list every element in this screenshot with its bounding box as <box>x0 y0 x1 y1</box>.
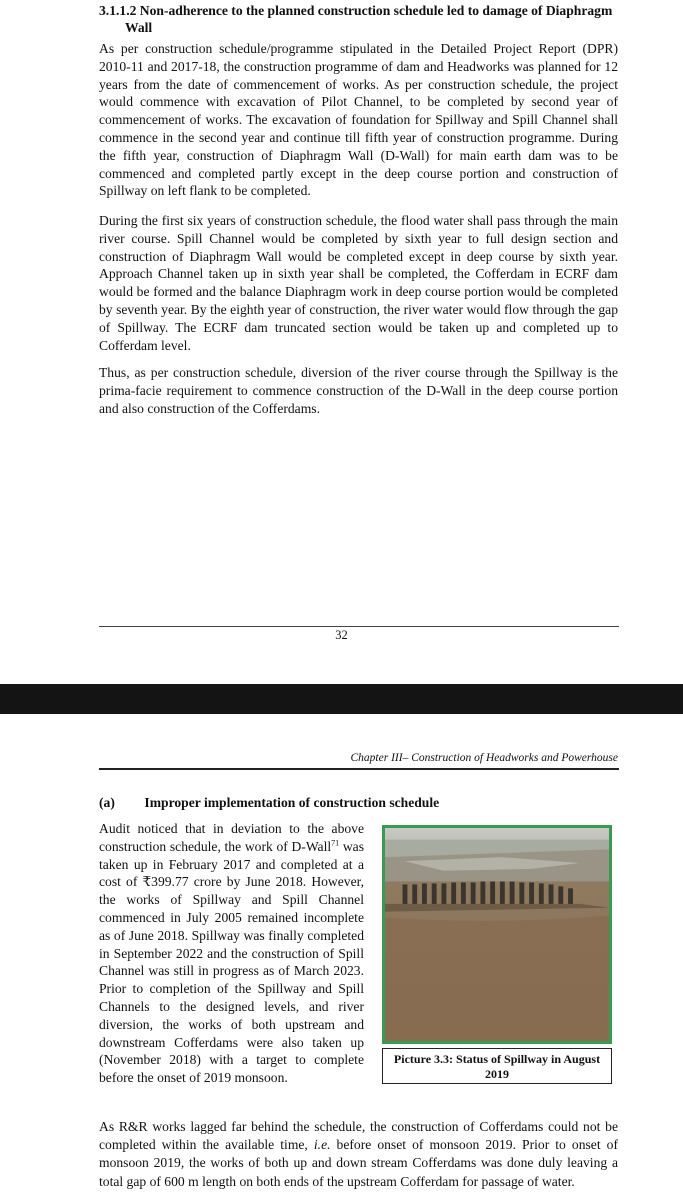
final-paragraph <box>99 1118 618 1191</box>
page-separator <box>0 684 683 714</box>
footnote-ref: 71 <box>331 838 340 848</box>
final-text-ie: i.e. <box>313 1137 331 1153</box>
running-head-rule <box>99 768 619 770</box>
audit-paragraph <box>99 820 364 1087</box>
sub-heading-title: Improper implementation of construction schedule <box>144 795 440 810</box>
heading-number: 3.1.1.2 <box>99 3 137 18</box>
final-text-a: As R&R works lagged far behind the schedule, the construction of Cofferdams could not be completed within the available time, <box>99 1119 618 1153</box>
paragraph-2: During the first six years of construction schedule, the flood water shall pass through the main river course. Spill Channel would be completed by sixth year to full design section and construction of Diaphragm Wall would be completed except in deep course by sixth year. Approach Channel taken up in sixth year shall be completed, the Cofferdam in ECRF dam would be formed and the balance Diaphragm work in deep course portion would be completed by seventh year. By the eighth year of construction, the river water would flow through the gap of Spillway. The ECRF dam truncated section would be taken up and completed up to Cofferdam level. <box>99 213 618 353</box>
sub-heading <box>99 795 439 811</box>
footer-rule <box>99 626 619 627</box>
heading-line2: Wall <box>125 20 153 35</box>
sub-heading-letter: (a) <box>99 795 115 810</box>
page-number: 32 <box>335 628 348 642</box>
section-heading <box>99 2 619 36</box>
heading-line1: Non-adherence to the planned construction schedule led to damage of Diaphragm <box>139 3 613 18</box>
spillway-photo-image <box>385 828 609 1041</box>
photo-caption: Picture 3.3: Status of Spillway in August 2019 <box>382 1048 612 1084</box>
paragraph-1: As per construction schedule/programme stipulated in the Detailed Project Report (DPR) 2010-11 and 2017-18, the construction programme of dam and Headworks was planned for 12 years from the date of commencement of works. As per construction schedule, the project would commence with excavation of Pilot Channel, to be completed by second year of commencement of works. The excavation of foundation for Spillway and Spill Channel shall commence in the second year and continue till fifth year of construction programme. During the fifth year, construction of Diaphragm Wall (D-Wall) for main earth dam was to be commenced and completed partly except in the deep course portion and construction of Spillway on left flank to be completed. <box>99 41 618 199</box>
paragraph-3: Thus, as per construction schedule, diversion of the river course through the Spillway is the prima-facie requirement to commence construction of the D-Wall in the deep course portion and also construction of the Cofferdams. <box>99 365 618 416</box>
final-text-b: before onset of monsoon 2019. Prior to onset of monsoon 2019, the works of both up and down stream Cofferdams was done duly leaving a total gap of 600 m length on both ends of the upstream Cofferdam for passage of water. <box>99 1137 618 1189</box>
spillway-photo <box>382 825 612 1044</box>
running-head: Chapter III– Construction of Headworks and Powerhouse <box>350 752 618 764</box>
audit-text-b: was taken up in February 2017 and completed at a cost of ₹399.77 crore by June 2018. However, the works of Spillway and Spill Channel commenced in July 2005 remained incomplete as of June 2018. Spillway was finally completed in September 2022 and the construction of Spill Channel was still in progress as of March 2023. Prior to completion of the Spillway and Spill Channels to the designed levels, and river diversion, the works of both upstream and downstream Cofferdams were also taken up (November 2018) with a target to complete before the onset of 2019 monsoon. <box>99 838 364 1086</box>
audit-text-a: Audit noticed that in deviation to the above construction schedule, the work of D-Wall <box>99 821 364 854</box>
